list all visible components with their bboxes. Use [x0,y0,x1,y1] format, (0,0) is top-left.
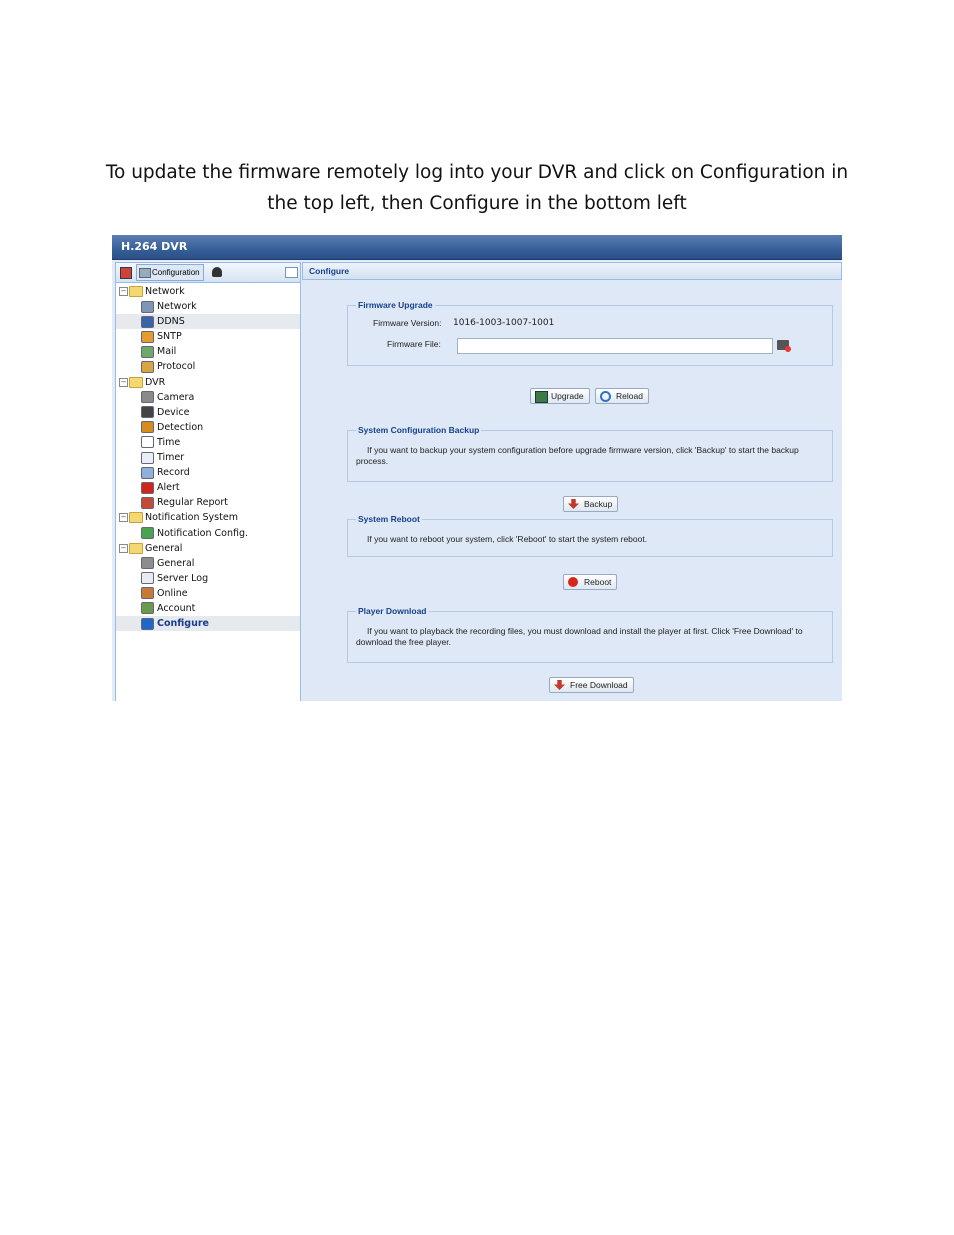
collapse-panel-icon[interactable] [285,267,298,278]
folder-icon [129,543,143,554]
protocol-icon [141,361,154,373]
tree-label: Timer [157,452,185,464]
camera-icon [141,391,154,403]
firmware-file-input[interactable] [457,338,773,354]
instructions [100,157,854,219]
reload-button-label: Reload [616,391,643,401]
reboot-button-label: Reboot [584,577,612,587]
main-panel [302,262,842,701]
app-titlebar: H.264 DVR [112,235,842,260]
reboot-description: If you want to reboot your system, click 'Reboot' to start the system reboot. [367,534,648,544]
reload-icon [600,391,611,402]
tree-label: DVR [145,376,166,388]
tree-item-regular-report[interactable] [116,495,300,510]
tree-item-server-log[interactable] [116,571,300,586]
tree-label: Notification Config. [157,527,249,539]
tree-folder-network[interactable] [116,284,300,299]
firmware-upgrade-group [347,300,833,366]
firmware-version-label: Firmware Version: [373,318,442,328]
config-tree [116,283,300,631]
tree-item-account[interactable] [116,601,300,616]
download-arrow-icon [554,680,565,690]
backup-title: System Configuration Backup [358,425,480,435]
firmware-upgrade-title: Firmware Upgrade [358,300,433,310]
instructions-line-2: the top left, then Configure in the bottom left [267,193,687,214]
upgrade-button[interactable] [530,388,590,404]
tree-label: Network [157,301,197,313]
tree-label: Account [157,602,196,614]
backup-button[interactable] [563,496,618,512]
tree-item-timer[interactable] [116,450,300,465]
configure-icon [141,618,154,630]
player-download-title: Player Download [358,606,427,616]
browse-file-icon[interactable] [777,340,789,350]
alert-icon [141,482,154,494]
tree-label: Record [157,467,190,479]
tree-label: Time [157,436,181,448]
online-icon [141,587,154,599]
sidebar-toolbar [116,263,300,283]
tree-item-ddns[interactable] [116,314,300,329]
instructions-line-1: To update the firmware remotely log into your DVR and click on Configuration in [105,162,849,183]
tree-item-alert[interactable] [116,480,300,495]
tree-label: SNTP [157,331,182,343]
player-download-description: If you want to playback the recording files, you must download and install the player at first. Click 'Free Download' to download the free player. [356,626,803,647]
collapse-icon[interactable]: − [120,287,127,295]
backup-group [347,425,833,482]
tree-item-device[interactable] [116,405,300,420]
tree-label: Regular Report [157,497,228,509]
tree-label: Online [157,587,188,599]
tree-item-configure[interactable] [116,616,300,631]
clock-icon [141,436,154,448]
tree-item-general[interactable] [116,556,300,571]
ddns-icon [141,316,154,328]
player-download-group [347,606,833,663]
collapse-icon[interactable]: − [120,543,127,552]
tab-configuration-label: Configuration [152,268,200,277]
camera-dome-icon[interactable] [212,267,222,277]
tree-label: Network [145,286,185,297]
tree-label: Mail [157,346,177,358]
tree-label: General [157,557,195,569]
detection-icon [141,421,154,433]
folder-icon [129,512,143,523]
folder-icon [129,286,143,297]
firmware-file-label: Firmware File: [387,339,441,349]
tree-label: General [145,542,183,554]
reboot-group [347,514,833,557]
dvr-screenshot [112,235,842,701]
tree-item-mail[interactable] [116,344,300,359]
sntp-icon [141,331,154,343]
free-download-button[interactable] [549,677,634,693]
tree-item-record[interactable] [116,465,300,480]
account-icon [141,602,154,614]
tree-item-detection[interactable] [116,420,300,435]
collapse-icon[interactable]: − [120,377,127,386]
report-icon [141,497,154,509]
record-icon [141,467,154,479]
tree-label: Camera [157,391,195,403]
tree-item-time[interactable] [116,435,300,450]
reboot-title: System Reboot [358,514,420,524]
tree-folder-general[interactable] [116,541,300,556]
tree-label: Protocol [157,361,196,373]
tab-configuration[interactable] [136,264,204,281]
tree-item-network[interactable] [116,299,300,314]
tree-item-protocol[interactable] [116,359,300,374]
notification-icon [141,527,154,539]
configuration-icon [139,268,151,278]
timer-icon [141,452,154,464]
tree-label: Alert [157,482,180,494]
live-view-icon[interactable] [120,267,132,279]
tree-label: Server Log [157,572,209,584]
sidebar [115,262,301,701]
network-icon [141,301,154,313]
tree-label: DDNS [157,316,185,328]
reboot-button[interactable] [563,574,617,590]
power-icon [568,577,578,587]
tree-item-notification-config-[interactable] [116,526,300,541]
backup-button-label: Backup [584,499,613,509]
tree-label: Notification System [145,512,238,524]
upgrade-icon [535,391,548,403]
tree-label: Device [157,406,190,418]
folder-icon [129,377,143,388]
collapse-icon[interactable]: − [120,513,127,522]
tree-item-sntp[interactable] [116,329,300,344]
download-arrow-icon [568,499,579,509]
free-download-button-label: Free Download [570,680,628,690]
log-icon [141,572,154,584]
tree-label: Configure [157,618,209,630]
firmware-version-value: 1016-1003-1007-1001 [453,318,555,328]
tree-item-camera[interactable] [116,390,300,405]
tree-folder-notification-system[interactable] [116,510,300,525]
general-icon [141,557,154,569]
tree-label: Detection [157,421,204,433]
backup-description: If you want to backup your system configuration before upgrade firmware version, click 'Backup' to start the backup process. [356,445,799,466]
tree-item-online[interactable] [116,586,300,601]
mail-icon [141,346,154,358]
reload-button[interactable] [595,388,649,404]
device-icon [141,406,154,418]
tree-folder-dvr[interactable] [116,375,300,390]
panel-title: Configure [302,262,842,280]
upgrade-button-label: Upgrade [551,391,584,401]
